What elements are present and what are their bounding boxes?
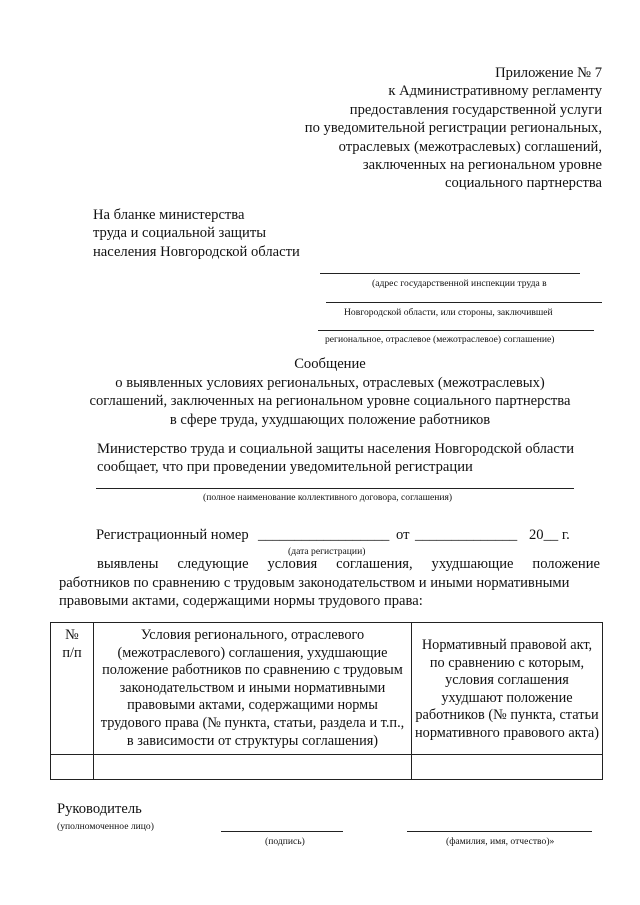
message-heading: Сообщение	[294, 356, 366, 372]
signature-hint: (подпись)	[265, 836, 305, 847]
message-subheading: соглашений, заключенных на региональном уровне социального партнерства	[89, 393, 571, 410]
full-name-hint: (фамилия, имя, отчество)»	[446, 836, 555, 847]
message-subheading: в сфере труда, ухудшающих положение работников	[169, 411, 491, 428]
address-hint-2: Новгородской области, или стороны, заключившей	[344, 307, 553, 318]
found-line-2: работников по сравнению с трудовым законодательством и иными нормативными	[59, 574, 570, 591]
appendix-line: предоставления государственной услуги	[349, 101, 602, 118]
intro-line-1: Министерство труда и социальной защиты населения Новгородской области	[97, 441, 575, 457]
found-line-1: выявлены следующие условия соглашения, ухудшающие положение	[97, 556, 600, 572]
registration-year: 20__ г.	[529, 527, 570, 543]
appendix-line: по уведомительной регистрации региональных,	[304, 120, 602, 137]
table-cell	[51, 755, 94, 780]
appendix-line: отраслевых (межотраслевых) соглашений,	[338, 138, 602, 155]
letterhead-note	[93, 206, 300, 261]
address-line-2	[326, 302, 602, 303]
letterhead-line: населения Новгородской области	[93, 243, 300, 260]
appendix-line: к Административному регламенту	[388, 83, 602, 100]
signature-title-hint: (уполномоченное лицо)	[57, 821, 154, 832]
violations-table	[50, 622, 603, 780]
full-name-line	[407, 831, 592, 832]
letterhead-line: На бланке министерства	[93, 207, 245, 223]
appendix-header	[272, 64, 602, 193]
appendix-line: социального партнерства	[445, 175, 602, 192]
found-line-3: правовыми актами, содержащими нормы трудового права:	[59, 593, 423, 609]
address-line-1	[320, 273, 580, 274]
appendix-line: заключенных на региональном уровне	[362, 157, 602, 174]
intro-paragraph	[97, 440, 617, 476]
table-cell	[94, 755, 412, 780]
registration-from-label: от	[396, 527, 410, 543]
signature-line	[221, 831, 343, 832]
letterhead-line: труда и социальной защиты	[93, 225, 267, 242]
agreement-name-hint: (полное наименование коллективного договора, соглашения)	[203, 492, 453, 503]
table-row	[51, 755, 603, 780]
address-line-3	[318, 330, 594, 331]
signature-title: Руководитель	[57, 801, 142, 817]
registration-date-field: ______________	[415, 527, 518, 543]
intro-line-2: сообщает, что при проведении уведомительной регистрации	[97, 459, 473, 475]
registration-label: Регистрационный номер	[96, 527, 249, 543]
table-header-number: № п/п	[51, 623, 94, 755]
message-title	[40, 355, 620, 429]
table-header-legal-act: Нормативный правовой акт, по сравнению с которым, условия соглашения ухудшают положение работников (№ пункта, статьи нормативного правового акта)	[412, 623, 603, 755]
appendix-line: Приложение № 7	[495, 65, 602, 81]
address-hint-1: (адрес государственной инспекции труда в	[372, 278, 547, 289]
message-subheading: о выявленных условиях региональных, отраслевых (межотраслевых)	[115, 374, 545, 391]
registration-date-hint: (дата регистрации)	[288, 546, 366, 557]
agreement-name-line	[96, 488, 574, 489]
table-header-row	[51, 623, 603, 755]
address-hint-3: региональное, отраслевое (межотраслевое) соглашение)	[325, 334, 555, 345]
registration-number-field: __________________	[258, 527, 390, 543]
table-header-conditions: Условия регионального, отраслевого (межотраслевого) соглашения, ухудшающие положение работников по сравнению с трудовым законодательством и иными нормативными правовыми актами, содержащими нормы трудового права (№ пункта, статьи, раздела и т.п., в зависимости от структуры соглашения)	[94, 623, 412, 755]
found-paragraph	[59, 555, 600, 611]
table-cell	[412, 755, 603, 780]
